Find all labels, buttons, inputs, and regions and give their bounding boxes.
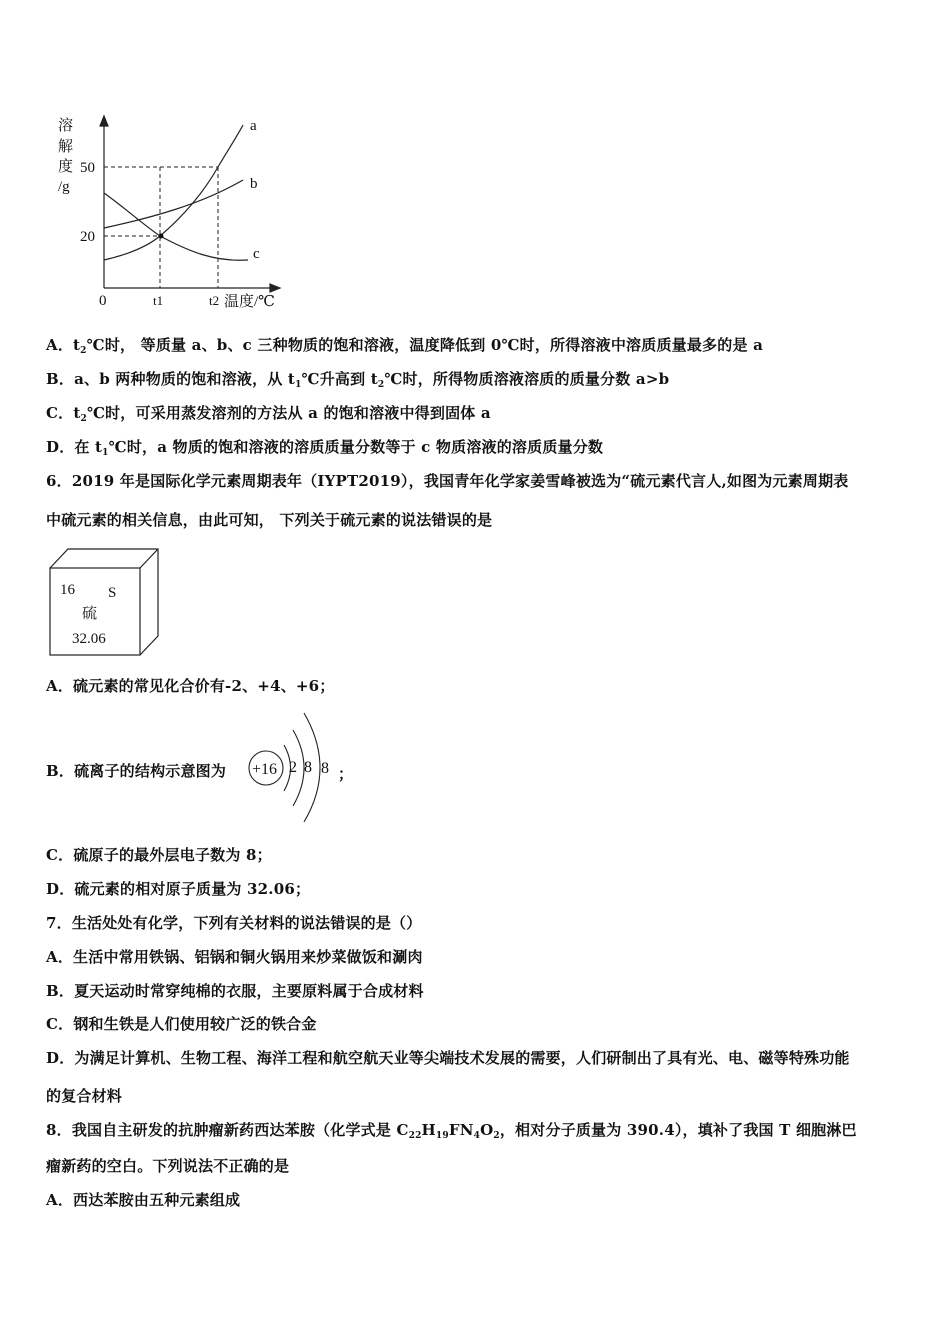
atomic-mass: 32.06 bbox=[72, 631, 106, 647]
subscript: 19 bbox=[435, 1131, 449, 1141]
text-line bbox=[46, 403, 491, 423]
text-segment: C．t bbox=[46, 404, 81, 422]
y-tick-20: 20 bbox=[80, 229, 95, 245]
text-segment: A．西达苯胺由五种元素组成 bbox=[46, 1191, 241, 1209]
text-segment: ℃时，a 物质的饱和溶液的溶质质量分数等于 c 物质溶液的溶质质量分数 bbox=[108, 438, 604, 456]
text-segment: A．硫元素的常见化合价有-2、+4、+6； bbox=[46, 677, 335, 695]
x-axis-arrow bbox=[270, 284, 280, 292]
text-segment: ℃升高到 t bbox=[301, 370, 378, 388]
text-segment: 瘤新药的空白。下列说法不正确的是 bbox=[46, 1157, 290, 1175]
text-line bbox=[46, 510, 492, 530]
text-segment: H bbox=[421, 1121, 436, 1139]
text-line bbox=[46, 981, 424, 1001]
text-line bbox=[46, 437, 603, 457]
y-axis-arrow bbox=[100, 116, 108, 126]
text-segment: 8．我国自主研发的抗肿瘤新药西达苯胺（化学式是 C bbox=[46, 1121, 409, 1139]
text-segment: D．在 t bbox=[46, 438, 103, 456]
curve-b bbox=[104, 180, 243, 228]
y-label-3: 度 bbox=[58, 159, 74, 175]
text-segment: ℃时， 等质量 a、b、c 三种物质的饱和溶液，温度降低到 0℃时，所得溶液中溶质质量最多的是 a bbox=[86, 336, 763, 354]
text-segment: 6．2019 年是国际化学元素周期表年（IYPT2019），我国青年化学家姜雪峰被选为“硫元素代言人,如图为元素周期表 bbox=[46, 472, 849, 490]
text-line bbox=[46, 845, 272, 865]
subscript: 22 bbox=[408, 1131, 422, 1141]
nucleus-charge: +16 bbox=[252, 761, 278, 778]
text-line bbox=[46, 761, 226, 781]
ion-option-suffix: ； bbox=[338, 765, 354, 783]
text-segment: FN bbox=[448, 1121, 474, 1139]
text-line bbox=[46, 1190, 240, 1210]
element-symbol: S bbox=[108, 585, 117, 601]
subscript: 1 bbox=[295, 380, 302, 390]
text-segment: B．夏天运动时常穿纯棉的衣服，主要原料属于合成材料 bbox=[46, 982, 424, 1000]
curve-label-b: b bbox=[250, 176, 258, 192]
text-line bbox=[46, 913, 421, 933]
text-line bbox=[46, 335, 763, 355]
curve-label-a: a bbox=[250, 118, 257, 134]
curve-label-c: c bbox=[253, 246, 260, 262]
y-label-1: 溶 bbox=[58, 118, 74, 134]
curve-a bbox=[104, 125, 243, 260]
subscript: 4 bbox=[473, 1131, 481, 1141]
x-tick-t2: t2 bbox=[209, 293, 220, 308]
text-segment: 中硫元素的相关信息，由此可知， 下列关于硫元素的说法错误的是 bbox=[46, 511, 493, 529]
subscript: 1 bbox=[102, 448, 109, 458]
text-segment: C．钢和生铁是人们使用较广泛的铁合金 bbox=[46, 1015, 317, 1033]
text-line bbox=[46, 1156, 289, 1176]
text-line bbox=[46, 1086, 122, 1106]
text-line bbox=[46, 879, 310, 899]
text-segment: ，相对分子质量为 390.4），填补了我国 T 细胞淋巴 bbox=[499, 1121, 857, 1139]
x-axis-label: 温度/℃ bbox=[224, 294, 275, 310]
subscript: 2 bbox=[493, 1131, 500, 1141]
shell-1-electrons: 2 bbox=[289, 759, 297, 776]
text-line bbox=[46, 471, 848, 491]
text-segment: 7．生活处处有化学，下列有关材料的说法错误的是（） bbox=[46, 914, 422, 932]
text-line bbox=[46, 369, 669, 389]
text-line bbox=[46, 1014, 317, 1034]
y-label-2: 解 bbox=[58, 139, 74, 155]
shell-2-electrons: 8 bbox=[304, 759, 312, 776]
x-tick-0: 0 bbox=[99, 293, 107, 309]
curve-c bbox=[104, 193, 248, 260]
text-segment: A．t bbox=[46, 336, 81, 354]
subscript: 2 bbox=[377, 380, 385, 390]
text-segment: ℃时，可采用蒸发溶剂的方法从 a 的饱和溶液中得到固体 a bbox=[86, 404, 491, 422]
text-segment: B．硫离子的结构示意图为 bbox=[46, 762, 227, 780]
text-segment: 的复合材料 bbox=[46, 1087, 123, 1105]
x-tick-t1: t1 bbox=[153, 293, 164, 308]
element-name: 硫 bbox=[82, 606, 98, 622]
subscript: 2 bbox=[80, 346, 87, 356]
text-segment: O bbox=[480, 1121, 494, 1139]
subscript: 2 bbox=[80, 414, 87, 424]
text-line bbox=[46, 947, 423, 967]
text-line bbox=[46, 1048, 850, 1068]
intersection-point bbox=[159, 234, 164, 239]
atomic-number: 16 bbox=[60, 582, 75, 598]
text-segment: B．a、b 两种物质的饱和溶液，从 t bbox=[46, 370, 296, 388]
text-segment: A．生活中常用铁锅、铝锅和铜火锅用来炒菜做饭和涮肉 bbox=[46, 948, 423, 966]
shell-3-electrons: 8 bbox=[321, 760, 329, 777]
y-tick-50: 50 bbox=[80, 160, 95, 176]
text-segment: D．为满足计算机、生物工程、海洋工程和航空航天业等尖端技术发展的需要，人们研制出了具有光、电、磁等特殊功能 bbox=[46, 1049, 850, 1067]
text-segment: D．硫元素的相对原子质量为 32.06； bbox=[46, 880, 311, 898]
text-segment: C．硫原子的最外层电子数为 8； bbox=[46, 846, 272, 864]
y-label-4: /g bbox=[58, 179, 70, 195]
text-segment: ℃时，所得物质溶液溶质的质量分数 a>b bbox=[384, 370, 670, 388]
text-line bbox=[46, 676, 335, 696]
text-line bbox=[46, 1120, 857, 1140]
